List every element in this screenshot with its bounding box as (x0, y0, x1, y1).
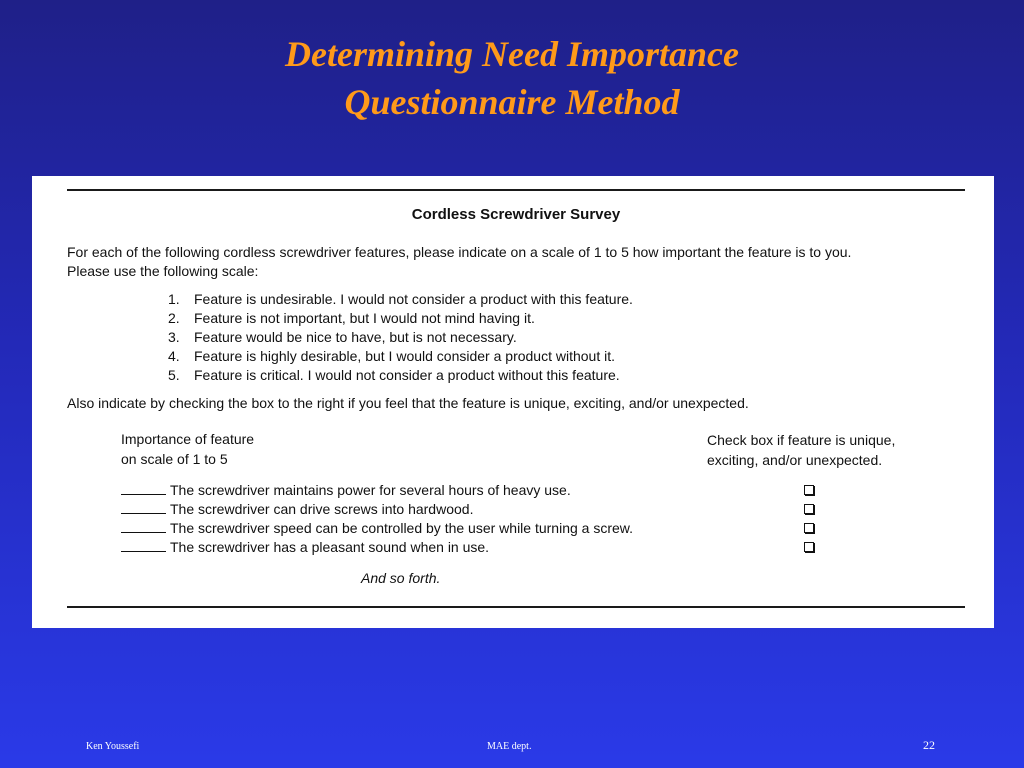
scale-number: 4. (168, 348, 180, 364)
scale-item (168, 309, 633, 328)
survey-title: Cordless Screwdriver Survey (411, 206, 621, 223)
scale-item (168, 290, 633, 309)
slide-title-line-1: Determining Need Importance (285, 34, 739, 74)
importance-blank (121, 539, 166, 552)
scale-item (168, 366, 633, 385)
feature-text: The screwdriver speed can be controlled by the user while turning a screw. (170, 520, 634, 536)
scale-text: Feature would be nice to have, but is not necessary. (194, 329, 517, 345)
unique-checkbox (804, 504, 814, 514)
scale-text: Feature is highly desirable, but I would consider a product without it. (194, 348, 616, 364)
unique-checkbox (804, 523, 814, 533)
feature-text: The screwdriver has a pleasant sound when in use. (170, 539, 490, 555)
and-so-forth-note: And so forth. (361, 570, 441, 586)
importance-column-header (121, 429, 254, 469)
checkbox-header-line-1: Check box if feature is unique, (707, 432, 896, 448)
footer-department: MAE dept. (487, 741, 532, 752)
scale-list (168, 290, 633, 385)
checkbox-header-line-2: exciting, and/or unexpected. (707, 452, 883, 468)
scale-item (168, 328, 633, 347)
bottom-rule (67, 606, 965, 608)
slide-title (0, 30, 1024, 126)
checkbox-column-header (707, 430, 895, 470)
feature-row (121, 519, 841, 538)
scale-number: 2. (168, 310, 180, 326)
feature-row (121, 500, 841, 519)
intro-line-1: For each of the following cordless screwdriver features, please indicate on a scale of 1 to 5 how important the feature is to you. (67, 244, 852, 260)
scale-number: 5. (168, 367, 180, 383)
importance-blank (121, 520, 166, 533)
importance-header-line-1: Importance of feature (121, 431, 255, 447)
scale-number: 3. (168, 329, 180, 345)
survey-intro (67, 243, 977, 281)
feature-text: The screwdriver maintains power for several hours of heavy use. (170, 482, 571, 498)
importance-blank (121, 501, 166, 514)
scale-text: Feature is not important, but I would not mind having it. (194, 310, 535, 326)
scale-text: Feature is undesirable. I would not consider a product with this feature. (194, 291, 633, 307)
feature-row (121, 538, 841, 557)
feature-list (121, 481, 841, 557)
feature-text: The screwdriver can drive screws into hardwood. (170, 501, 474, 517)
importance-header-line-2: on scale of 1 to 5 (121, 451, 228, 467)
scale-text: Feature is critical. I would not consider a product without this feature. (194, 367, 620, 383)
scale-number: 1. (168, 291, 180, 307)
feature-row (121, 481, 841, 500)
scale-item (168, 347, 633, 366)
also-instruction: Also indicate by checking the box to the right if you feel that the feature is unique, exciting, and/or unexpected. (67, 395, 749, 411)
unique-checkbox (804, 542, 814, 552)
importance-blank (121, 482, 166, 495)
unique-checkbox (804, 485, 814, 495)
slide-title-line-2: Questionnaire Method (344, 82, 680, 122)
footer-author: Ken Youssefi (86, 741, 140, 752)
slide-number: 22 (923, 738, 935, 752)
top-rule (67, 189, 965, 191)
survey-image-panel (32, 176, 994, 628)
intro-line-2: Please use the following scale: (67, 263, 259, 279)
